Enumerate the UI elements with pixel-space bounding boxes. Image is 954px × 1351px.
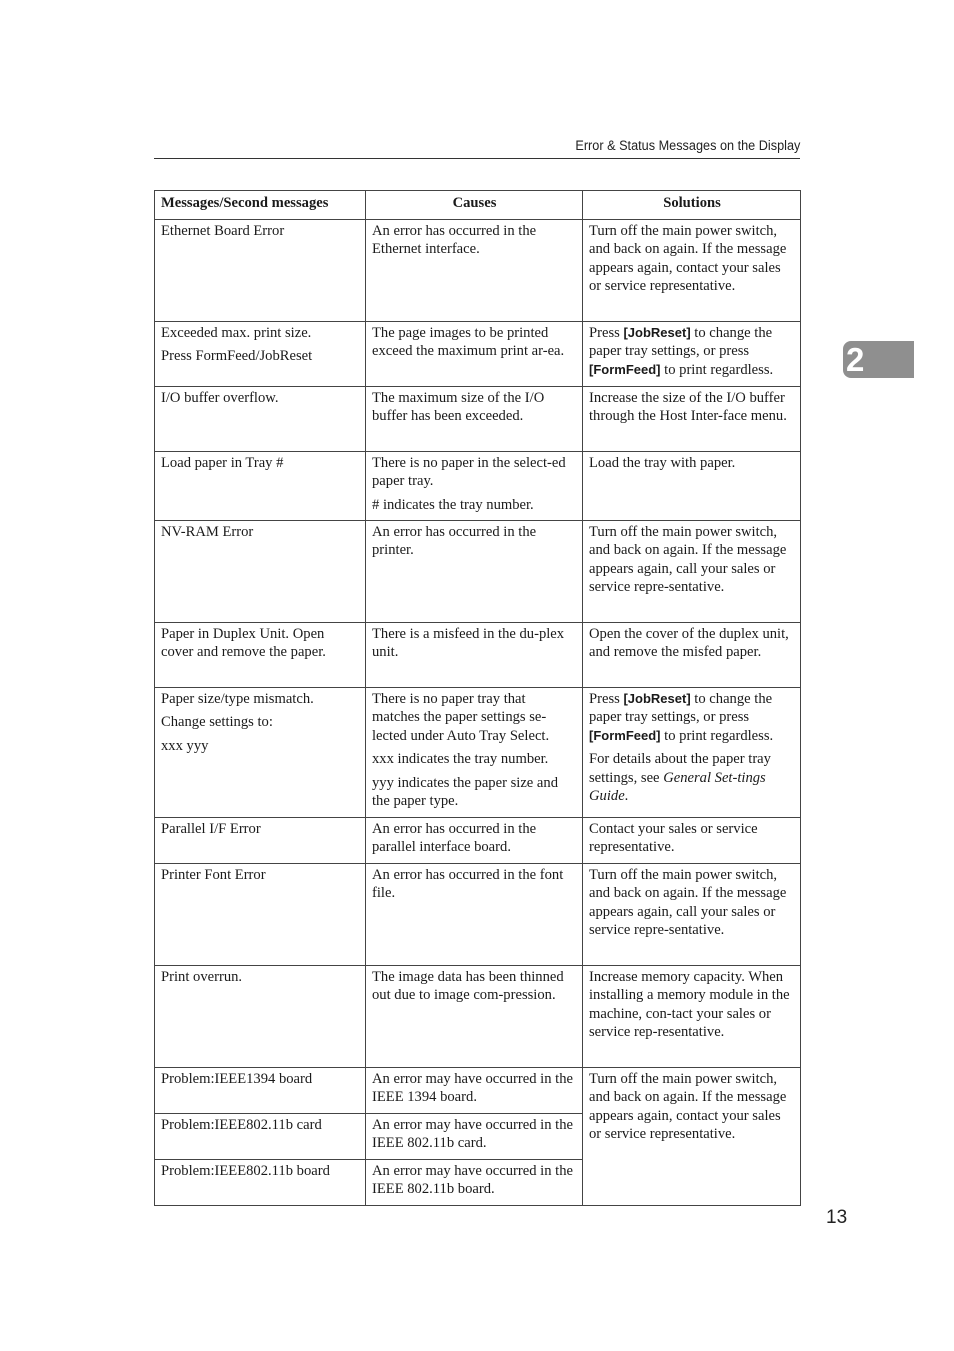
message-text: Exceeded max. print size.	[161, 325, 312, 341]
cause-text: An error may have occurred in the IEEE 802.11b card.	[372, 1117, 573, 1152]
message-text: Load paper in Tray #	[161, 455, 284, 471]
jobreset-key-label: [JobReset]	[623, 691, 691, 706]
causes-cell	[366, 1160, 583, 1206]
solution-text	[589, 324, 795, 379]
cause-text: An error has occurred in the printer.	[372, 524, 537, 559]
message-text: Ethernet Board Error	[161, 223, 285, 239]
table-row	[155, 387, 801, 452]
causes-cell	[366, 966, 583, 1068]
cause-text: There is no paper in the select-ed paper tray.	[372, 455, 566, 490]
message-cell	[155, 220, 366, 322]
table-row	[155, 220, 801, 322]
solutions-cell	[583, 818, 801, 864]
solutions-cell	[583, 521, 801, 623]
running-header-title: Error & Status Messages on the Display	[575, 138, 800, 153]
message-cell	[155, 521, 366, 623]
cause-text: The page images to be printed exceed the maximum print ar-ea.	[372, 325, 565, 360]
cause-text: An error may have occurred in the IEEE 802.11b board.	[372, 1163, 573, 1198]
solution-fragment: to change the paper tray settings, or press	[589, 325, 773, 360]
page-number: 13	[826, 1207, 848, 1228]
table-row	[155, 864, 801, 966]
solution-text: Turn off the main power switch, and back on again. If the message appears again, contact your sales or service representative.	[589, 223, 787, 295]
solution-text: Contact your sales or service representative.	[589, 821, 758, 856]
solution-text: Turn off the main power switch, and back on again. If the message appears again, contact your sales or service representative.	[589, 1071, 787, 1143]
message-text: Print overrun.	[161, 969, 243, 985]
cause-note: yyy indicates the paper size and the paper type.	[372, 774, 558, 810]
causes-cell	[366, 864, 583, 966]
solution-fragment: .	[624, 788, 629, 805]
formfeed-key-label: [FormFeed]	[589, 361, 661, 377]
causes-cell	[366, 387, 583, 452]
chapter-number: 2	[846, 341, 865, 378]
causes-cell	[366, 1114, 583, 1160]
causes-cell	[366, 521, 583, 623]
message-cell	[155, 1068, 366, 1114]
cause-note: xxx indicates the tray number.	[372, 751, 549, 768]
message-cell	[155, 322, 366, 387]
message-text: Printer Font Error	[161, 867, 266, 883]
causes-cell	[366, 688, 583, 818]
column-header-messages: Messages/Second messages	[155, 191, 366, 220]
error-messages-table	[154, 190, 801, 1206]
message-cell	[155, 1160, 366, 1206]
solutions-cell	[583, 322, 801, 387]
solution-fragment: to print regardless.	[660, 361, 774, 378]
causes-cell	[366, 220, 583, 322]
message-cell	[155, 387, 366, 452]
table-row	[155, 452, 801, 521]
solution-fragment: Press	[589, 691, 624, 707]
table-row	[155, 966, 801, 1068]
second-message-text: Change settings to:	[161, 714, 273, 731]
message-text: Problem:IEEE1394 board	[161, 1071, 313, 1087]
table-row	[155, 322, 801, 387]
message-text: NV-RAM Error	[161, 524, 254, 540]
message-cell	[155, 1114, 366, 1160]
message-cell	[155, 864, 366, 966]
cause-text: There is no paper tray that matches the paper settings se-lected under Auto Tray Select.	[372, 691, 550, 744]
message-cell	[155, 966, 366, 1068]
message-cell	[155, 623, 366, 688]
solutions-cell	[583, 966, 801, 1068]
causes-cell	[366, 322, 583, 387]
solution-text: Open the cover of the duplex unit, and remove the misfed paper.	[589, 626, 789, 661]
table-row	[155, 818, 801, 864]
cause-text: The maximum size of the I/O buffer has been exceeded.	[372, 390, 545, 425]
formfeed-key-label: [FormFeed]	[589, 727, 661, 743]
column-header-solutions: Solutions	[583, 191, 801, 220]
table-row	[155, 623, 801, 688]
message-cell	[155, 818, 366, 864]
second-message-text: Press FormFeed/JobReset	[161, 348, 313, 365]
solutions-cell	[583, 452, 801, 521]
message-text: I/O buffer overflow.	[161, 390, 279, 406]
chapter-tab	[843, 341, 914, 378]
message-text: Problem:IEEE802.11b board	[161, 1163, 330, 1179]
cause-text: There is a misfeed in the du-plex unit.	[372, 626, 565, 661]
cause-text: The image data has been thinned out due to image com-pression.	[372, 969, 564, 1004]
cause-text: An error may have occurred in the IEEE 1394 board.	[372, 1071, 573, 1106]
table-row	[155, 521, 801, 623]
causes-cell	[366, 1068, 583, 1114]
jobreset-key-label: [JobReset]	[623, 325, 691, 340]
solution-text: Turn off the main power switch, and back on again. If the message appears again, call your sales or service repre-sentative.	[589, 524, 787, 596]
solution-fragment: to print regardless.	[660, 727, 774, 744]
solution-fragment: Press	[589, 325, 624, 341]
solution-fragment: to change the paper tray settings, or press	[589, 691, 773, 726]
solutions-cell	[583, 623, 801, 688]
causes-cell	[366, 818, 583, 864]
solutions-cell	[583, 387, 801, 452]
cause-text: An error has occurred in the font file.	[372, 867, 564, 902]
solution-text: Increase the size of the I/O buffer through the Host Inter-face menu.	[589, 390, 787, 425]
message-text: Paper size/type mismatch.	[161, 691, 314, 707]
causes-cell	[366, 452, 583, 521]
cause-text: An error has occurred in the Ethernet interface.	[372, 223, 537, 258]
causes-cell	[366, 623, 583, 688]
message-cell	[155, 452, 366, 521]
cause-text: An error has occurred in the parallel interface board.	[372, 821, 537, 856]
solution-text: Increase memory capacity. When installing a memory module in the machine, con-tact your sales or service rep-resentative.	[589, 969, 790, 1041]
table-header-row	[155, 191, 801, 220]
message-text: Paper in Duplex Unit. Open cover and remove the paper.	[161, 626, 326, 661]
solution-reference	[589, 750, 795, 805]
solutions-cell	[583, 864, 801, 966]
cause-note: # indicates the tray number.	[372, 496, 534, 513]
second-message-text: xxx yyy	[161, 737, 209, 754]
message-cell	[155, 688, 366, 818]
solution-text	[589, 690, 795, 745]
manual-reference: General Set-tings Guide	[589, 769, 766, 805]
column-header-causes: Causes	[366, 191, 583, 220]
solutions-cell	[583, 1068, 801, 1206]
table-row	[155, 688, 801, 818]
solution-fragment: For details about the paper tray settings, see	[589, 751, 771, 786]
message-text: Problem:IEEE802.11b card	[161, 1117, 322, 1133]
message-text: Parallel I/F Error	[161, 821, 261, 837]
header-rule	[154, 158, 800, 159]
solution-text: Load the tray with paper.	[589, 455, 736, 471]
solutions-cell	[583, 220, 801, 322]
table-row	[155, 1068, 801, 1114]
solutions-cell	[583, 688, 801, 818]
solution-text: Turn off the main power switch, and back on again. If the message appears again, call your sales or service repre-sentative.	[589, 867, 787, 939]
